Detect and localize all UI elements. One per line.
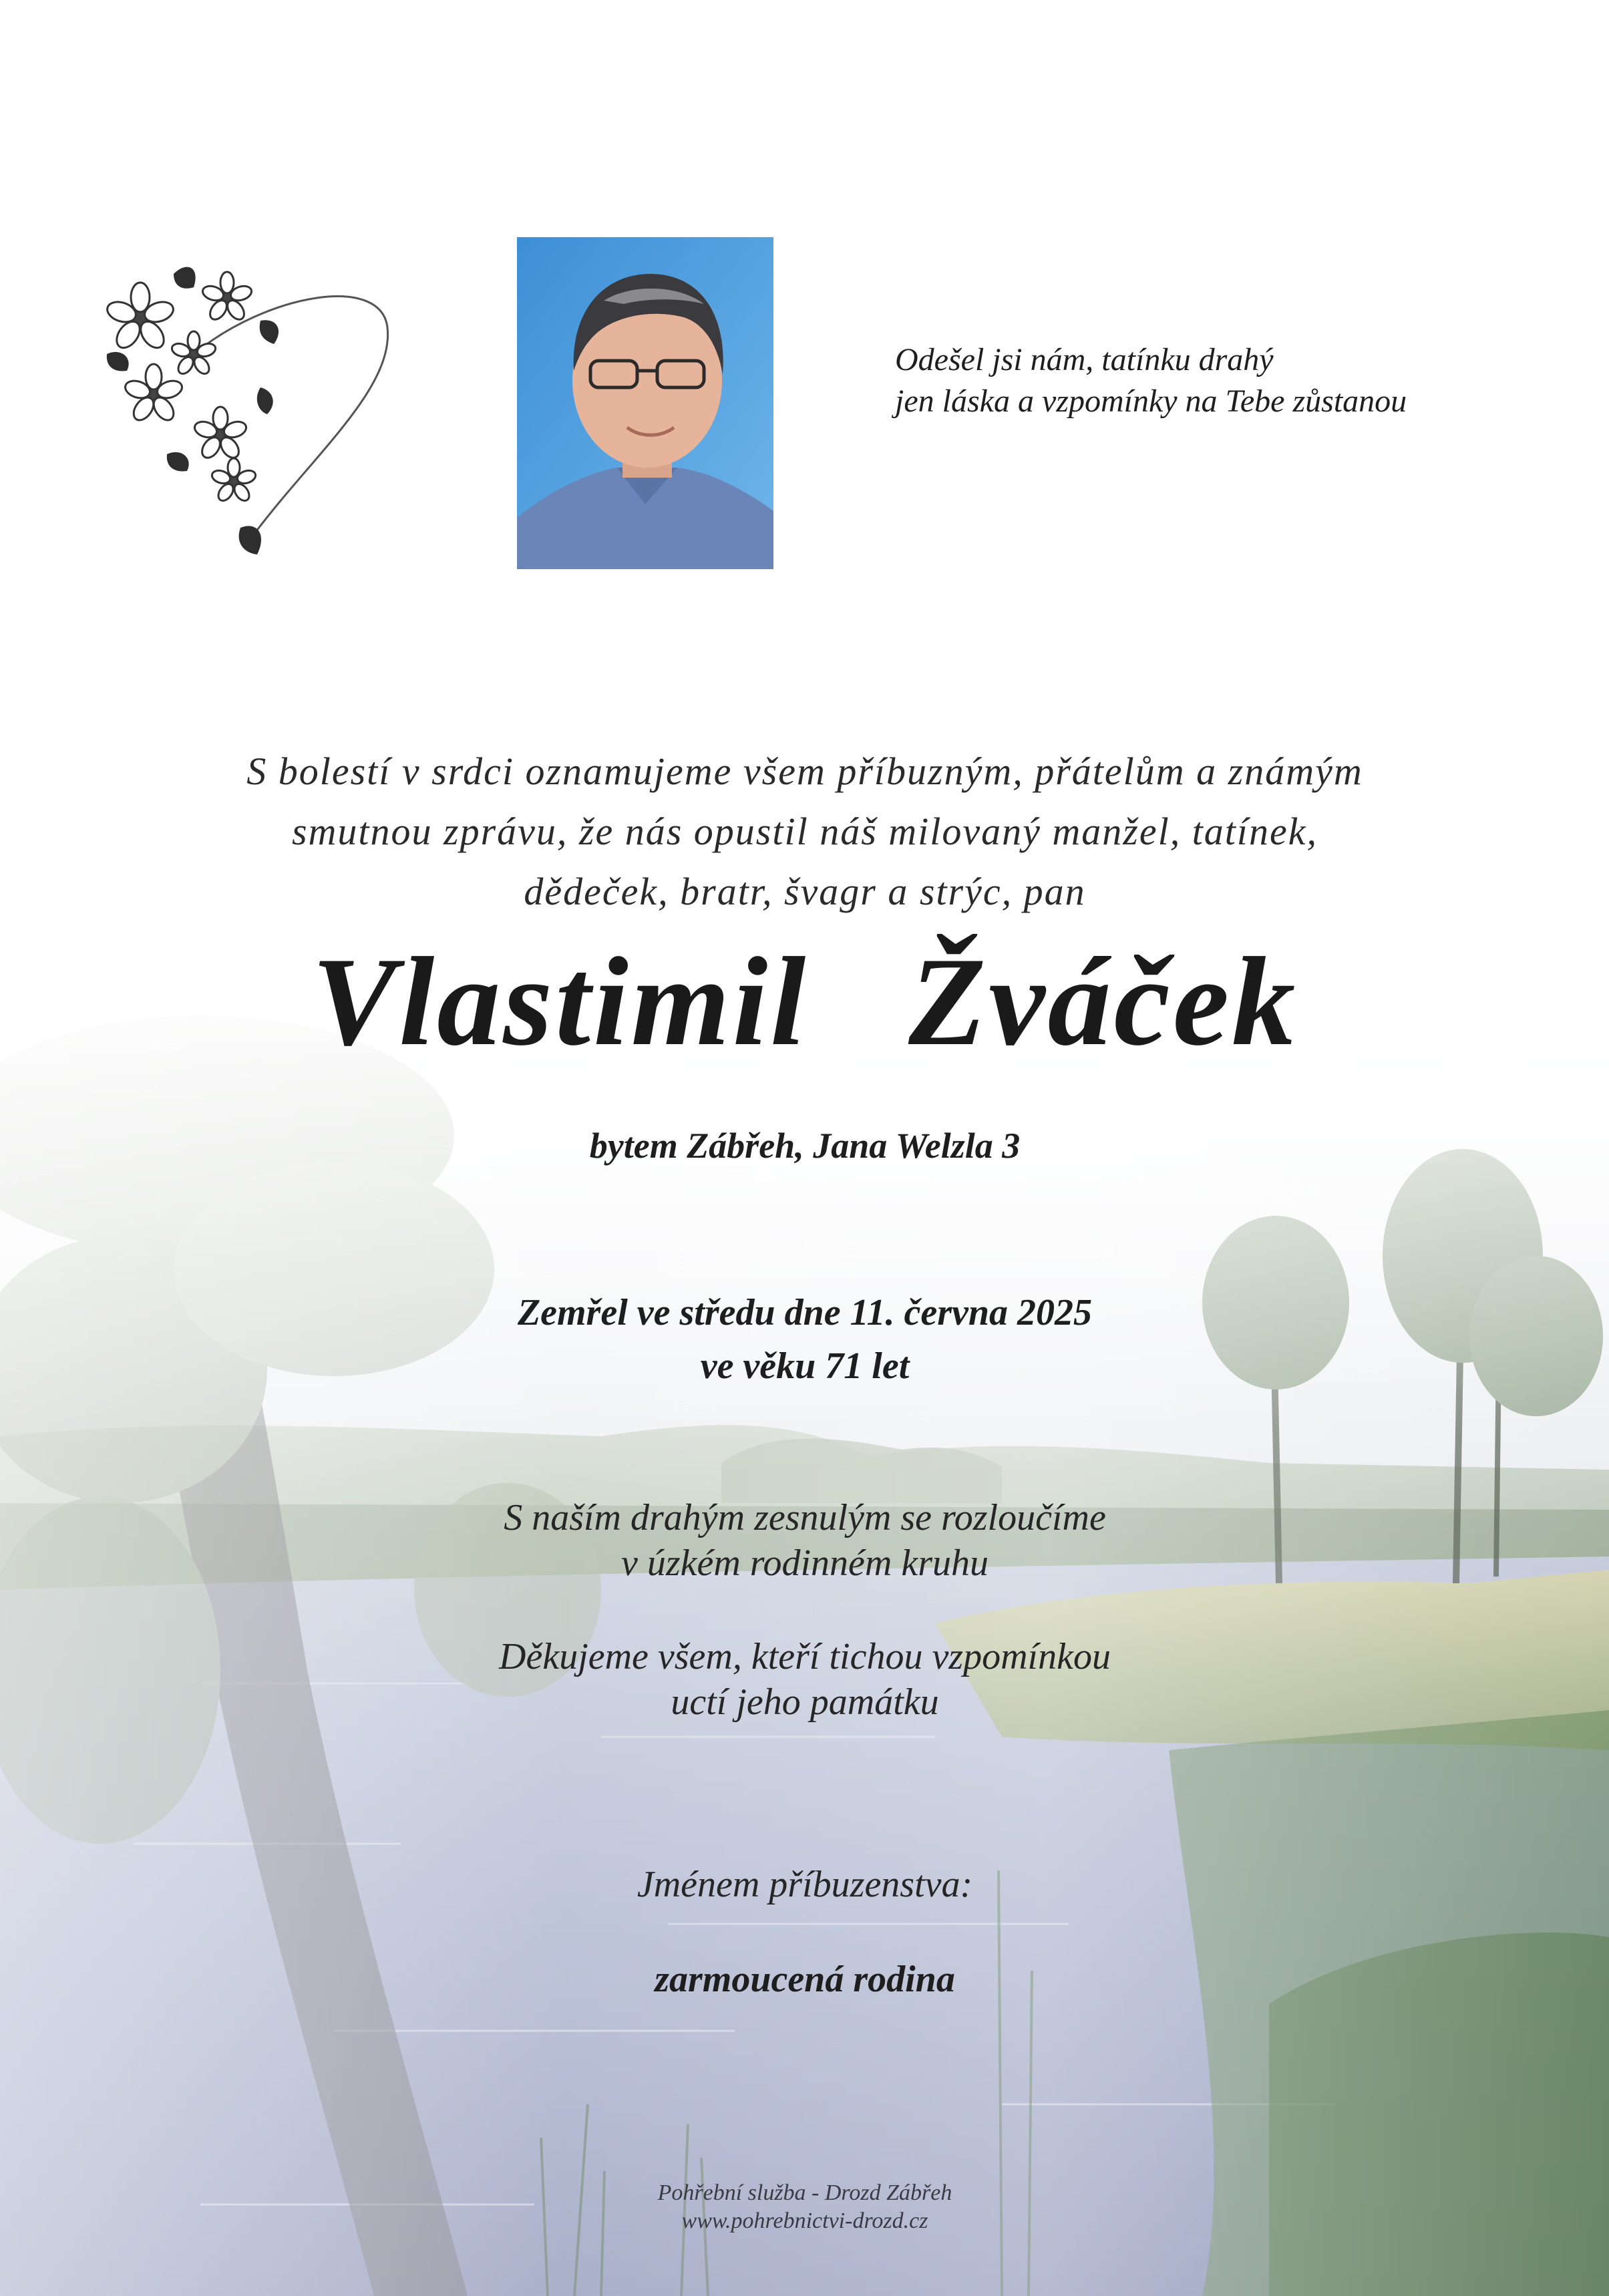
verse-line: Odešel jsi nám, tatínku drahý <box>895 342 1274 377</box>
farewell-line: v úzkém rodinném kruhu <box>620 1542 989 1584</box>
farewell-line: S naším drahým zesnulým se rozloučíme <box>504 1497 1106 1538</box>
thanks-line: Děkujeme všem, kteří tichou vzpomínkou <box>499 1636 1111 1677</box>
announcement-line: S bolestí v srdci oznamujeme všem příbuzným, přátelům a známým <box>246 750 1363 793</box>
last-name: Žváček <box>908 932 1298 1072</box>
deceased-name <box>94 929 1516 1076</box>
family-signature: zarmoucená rodina <box>655 1959 955 2000</box>
farewell-note <box>94 1495 1516 1586</box>
funeral-service-name: Pohřební služba - Drozd Zábřeh <box>657 2180 952 2205</box>
thanks-line: uctí jeho památku <box>671 1681 939 1723</box>
announcement-text <box>94 742 1516 922</box>
death-age: ve věku 71 let <box>700 1345 910 1387</box>
first-name: Vlastimil <box>311 932 809 1072</box>
funeral-service-website: www.pohrebnictvi-drozd.cz <box>681 2208 928 2233</box>
thanks-note <box>94 1634 1516 1725</box>
portrait-photo <box>517 237 773 569</box>
floral-heart-ornament <box>94 254 401 575</box>
death-info <box>94 1286 1516 1393</box>
on-behalf-label: Jménem příbuzenstva: <box>637 1864 973 1905</box>
verse-line: jen láska a vzpomínky na Tebe zůstanou <box>895 383 1407 419</box>
announcement-line: smutnou zprávu, že nás opustil náš milovaný manžel, tatínek, <box>291 810 1318 853</box>
announcement-line: dědeček, bratr, švagr a strýc, pan <box>524 870 1086 913</box>
deceased-address: bytem Zábřeh, Jana Welzla 3 <box>589 1126 1021 1166</box>
memorial-verse <box>895 339 1563 422</box>
death-date: Zemřel ve středu dne 11. června 2025 <box>517 1292 1093 1333</box>
funeral-service-footer <box>94 2179 1516 2235</box>
